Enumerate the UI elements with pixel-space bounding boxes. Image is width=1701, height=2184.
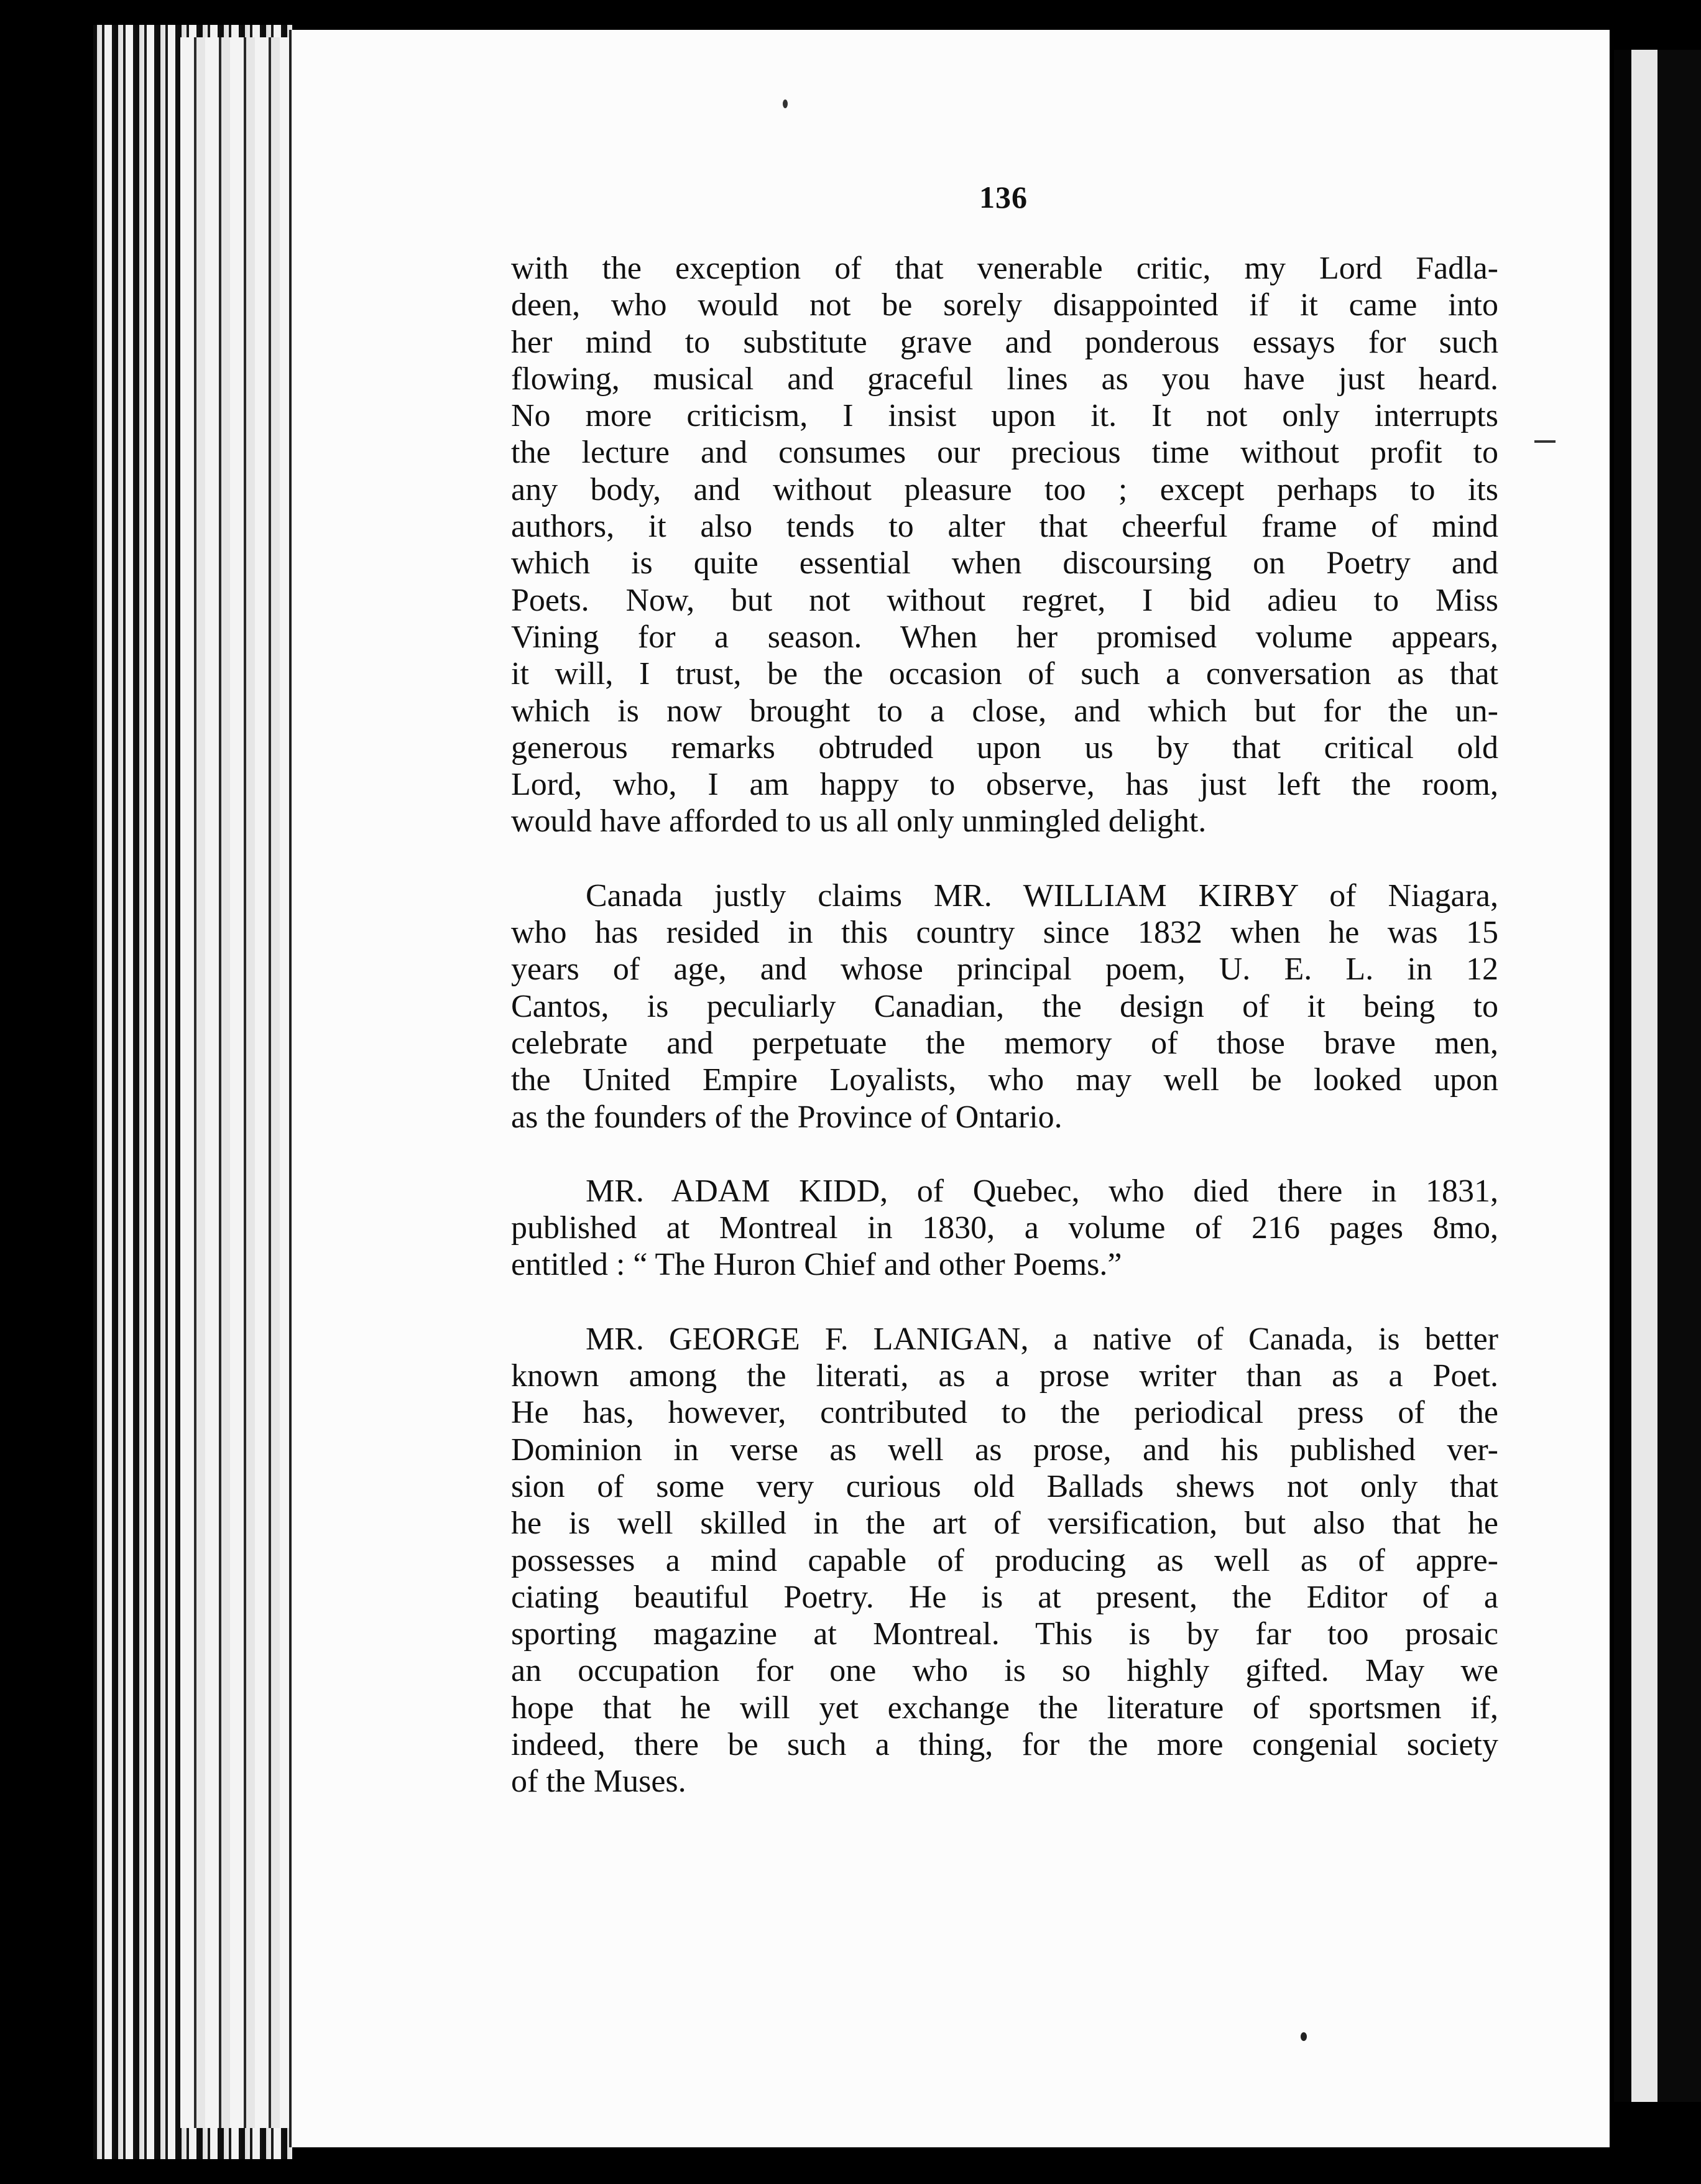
text-line: sporting magazine at Montreal. This is by far too prosaic xyxy=(511,1616,1498,1652)
text-line: sion of some very curious old Ballads shews not only that xyxy=(511,1468,1498,1504)
text-line: authors, it also tends to alter that cheerful frame of mind xyxy=(511,509,1498,545)
text-line: the lecture and consumes our precious time without profit to xyxy=(511,435,1498,471)
text-line: the United Empire Loyalists, who may well be looked upon xyxy=(511,1062,1498,1098)
text-line: No more criticism, I insist upon it. It not only interrupts xyxy=(511,398,1498,434)
margin-mark xyxy=(1534,440,1556,443)
text-line: Dominion in verse as well as prose, and his published ver- xyxy=(511,1432,1498,1468)
text-line: Poets. Now, but not without regret, I bid adieu to Miss xyxy=(511,582,1498,618)
text-line: ciating beautiful Poetry. He is at present, the Editor of a xyxy=(511,1579,1498,1615)
text-line: entitled : “ The Huron Chief and other Poems.” xyxy=(511,1247,1122,1283)
text-line: Vining for a season. When her promised volume appears, xyxy=(511,619,1498,655)
paragraph xyxy=(511,877,1498,1136)
text-line: He has, however, contributed to the periodical press of the xyxy=(511,1395,1498,1431)
text-line: would have afforded to us all only unmingled delight. xyxy=(511,803,1207,840)
book-page-edges-inner xyxy=(180,37,292,2128)
text-line: Lord, who, I am happy to observe, has just left the room, xyxy=(511,767,1498,803)
text-line: MR. GEORGE F. LANIGAN, a native of Canada, is better xyxy=(586,1321,1498,1357)
text-line: flowing, musical and graceful lines as you have just heard. xyxy=(511,361,1498,397)
paragraph xyxy=(511,250,1498,840)
text-line: as the founders of the Province of Ontario. xyxy=(511,1099,1063,1135)
text-line: her mind to substitute grave and ponderous essays for such xyxy=(511,324,1498,360)
text-line: Cantos, is peculiarly Canadian, the design of it being to xyxy=(511,988,1498,1024)
text-line: of the Muses. xyxy=(511,1764,686,1800)
text-line: it will, I trust, be the occasion of such a conversation as that xyxy=(511,656,1498,692)
text-line: hope that he will yet exchange the literature of sportsmen if, xyxy=(511,1690,1498,1726)
text-line: with the exception of that venerable critic, my Lord Fadla- xyxy=(511,251,1498,286)
text-line: published at Montreal in 1830, a volume of 216 pages 8mo, xyxy=(511,1210,1498,1246)
text-line: an occupation for one who is so highly gifted. May we xyxy=(511,1653,1498,1689)
text-line: possesses a mind capable of producing as well as of appre- xyxy=(511,1542,1498,1578)
text-line: indeed, there be such a thing, for the more congenial society xyxy=(511,1726,1498,1762)
paragraph xyxy=(511,1173,1498,1284)
text-line: years of age, and whose principal poem, U. E. L. in 12 xyxy=(511,951,1498,988)
book-right-edge xyxy=(1614,50,1701,2102)
text-line: Canada justly claims MR. WILLIAM KIRBY of Niagara, xyxy=(586,877,1498,914)
text-line: known among the literati, as a prose writer than as a Poet. xyxy=(511,1358,1498,1394)
paragraph xyxy=(511,1321,1498,1800)
text-line: generous remarks obtruded upon us by that critical old xyxy=(511,729,1498,766)
text-line: deen, who would not be sorely disappointed if it came into xyxy=(511,287,1498,323)
text-line: celebrate and perpetuate the memory of those brave men, xyxy=(511,1025,1498,1061)
page-text xyxy=(511,250,1498,1800)
page-number: 136 xyxy=(979,180,1028,215)
text-line: MR. ADAM KIDD, of Quebec, who died there in 1831, xyxy=(586,1173,1498,1209)
text-line: he is well skilled in the art of versification, but also that he xyxy=(511,1506,1498,1542)
ink-speck xyxy=(783,99,788,108)
text-line: which is now brought to a close, and which but for the un- xyxy=(511,693,1498,729)
text-line: which is quite essential when discoursing on Poetry and xyxy=(511,545,1498,581)
text-line: any body, and without pleasure too ; except perhaps to its xyxy=(511,471,1498,507)
ink-speck xyxy=(1301,2032,1307,2041)
text-line: who has resided in this country since 1832 when he was 15 xyxy=(511,915,1498,951)
